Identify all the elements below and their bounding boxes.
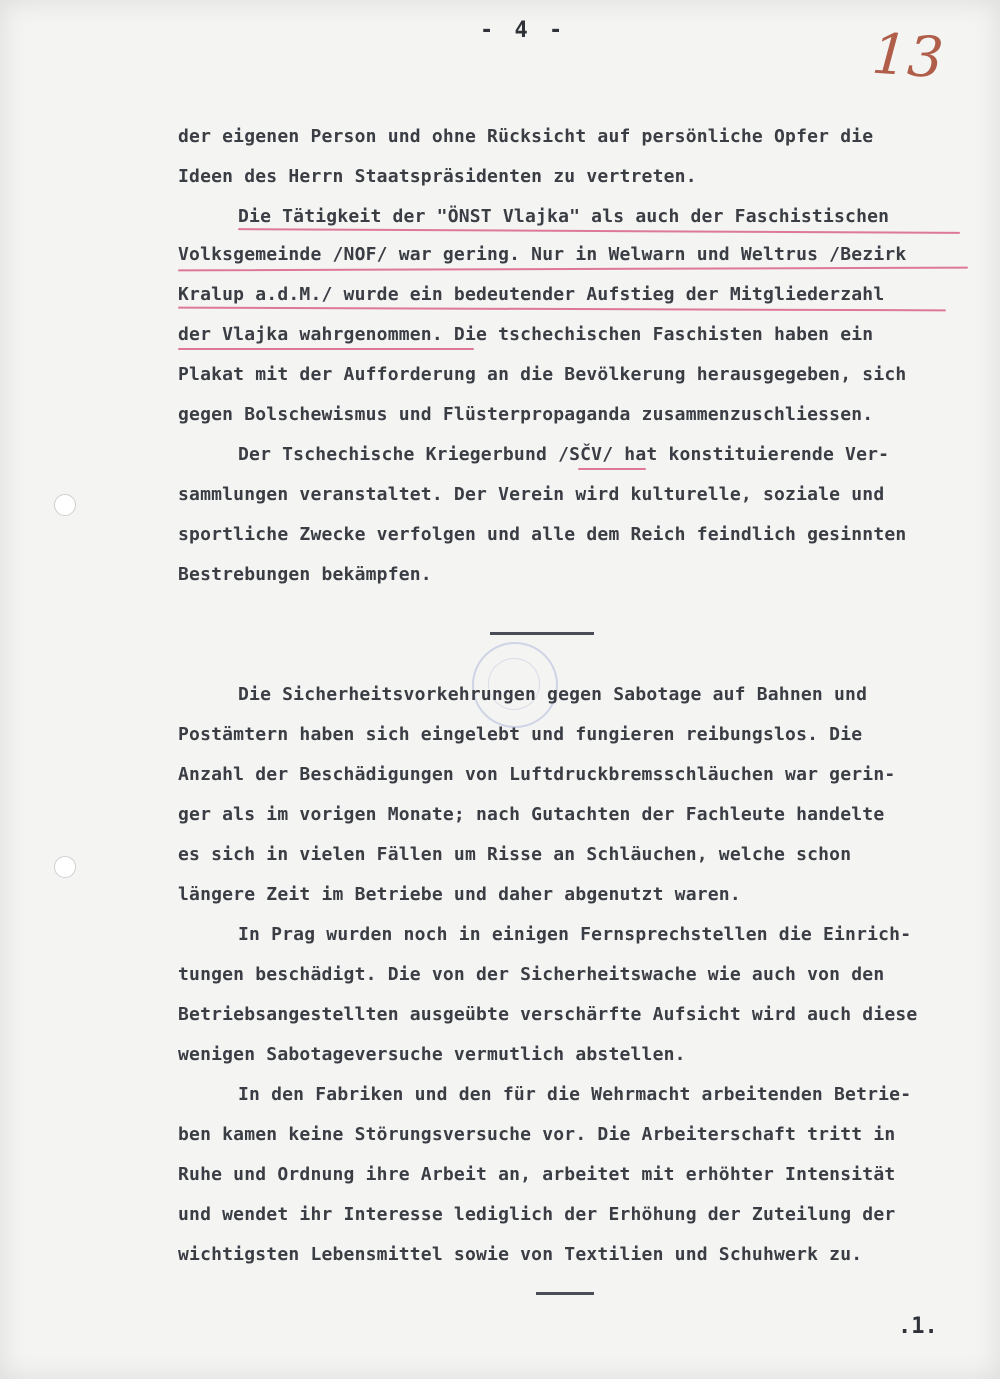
text-line: Kralup a.d.M./ wurde ein bedeutender Aufstieg der Mitgliederzahl — [178, 284, 885, 305]
text-line: längere Zeit im Betriebe und daher abgenutzt waren. — [178, 884, 741, 905]
text-line: sammlungen veranstaltet. Der Verein wird kulturelle, soziale und — [178, 484, 885, 505]
text-line: ger als im vorigen Monate; nach Gutachten der Fachleute handelte — [178, 804, 885, 825]
pencil-underline — [178, 348, 474, 350]
text-line: Betriebsangestellten ausgeübte verschärfte Aufsicht wird auch diese — [178, 1004, 918, 1025]
text-line: tungen beschädigt. Die von der Sicherheitswache wie auch von den — [178, 964, 885, 985]
text-line: der Vlajka wahrgenommen. Die tschechischen Faschisten haben ein — [178, 324, 874, 345]
text-line: Postämtern haben sich eingelebt und fungieren reibungslos. Die — [178, 724, 863, 745]
text-line: Ruhe und Ordnung ihre Arbeit an, arbeitet mit erhöhter Intensität — [178, 1164, 896, 1185]
text-line: Plakat mit der Aufforderung an die Bevölkerung herausgegeben, sich — [178, 364, 907, 385]
text-line: sportliche Zwecke verfolgen und alle dem Reich feindlich gesinnten — [178, 524, 907, 545]
text-line: Der Tschechische Kriegerbund /SČV/ hat konstituierende Ver- — [238, 444, 890, 465]
page-number: - 4 - — [480, 18, 567, 43]
punch-hole-icon — [54, 494, 76, 516]
text-line: In den Fabriken und den für die Wehrmacht arbeitenden Betrie- — [238, 1084, 912, 1105]
text-line: der eigenen Person und ohne Rücksicht auf persönliche Opfer die — [178, 126, 874, 147]
text-line: ben kamen keine Störungsversuche vor. Die Arbeiterschaft tritt in — [178, 1124, 896, 1145]
handwritten-folio-number: 13 — [869, 21, 946, 92]
text-line: es sich in vielen Fällen um Risse an Schläuchen, welche schon — [178, 844, 852, 865]
text-line: Ideen des Herrn Staatspräsidenten zu vertreten. — [178, 166, 697, 187]
text-line: wenigen Sabotageversuche vermutlich abstellen. — [178, 1044, 686, 1065]
text-line: In Prag wurden noch in einigen Fernsprechstellen die Einrich- — [238, 924, 912, 945]
text-line: Volksgemeinde /NOF/ war gering. Nur in Welwarn und Weltrus /Bezirk — [178, 244, 907, 265]
section-separator — [490, 632, 594, 635]
text-line: Anzahl der Beschädigungen von Luftdruckbremsschläuchen war gerin- — [178, 764, 896, 785]
punch-hole-icon — [54, 856, 76, 878]
continuation-mark: .1. — [898, 1314, 938, 1339]
text-line: Die Tätigkeit der "ÖNST Vlajka" als auch der Faschistischen — [238, 206, 890, 227]
text-line: gegen Bolschewismus und Flüsterpropaganda zusammenzuschliessen. — [178, 404, 874, 425]
text-line: wichtigsten Lebensmittel sowie von Textilien und Schuhwerk zu. — [178, 1244, 863, 1265]
pencil-underline — [578, 468, 646, 470]
text-line: und wendet ihr Interesse lediglich der Erhöhung der Zuteilung der — [178, 1204, 896, 1225]
section-separator — [536, 1292, 594, 1295]
text-line: Die Sicherheitsvorkehrungen gegen Sabotage auf Bahnen und — [238, 684, 868, 705]
text-line: Bestrebungen bekämpfen. — [178, 564, 432, 585]
